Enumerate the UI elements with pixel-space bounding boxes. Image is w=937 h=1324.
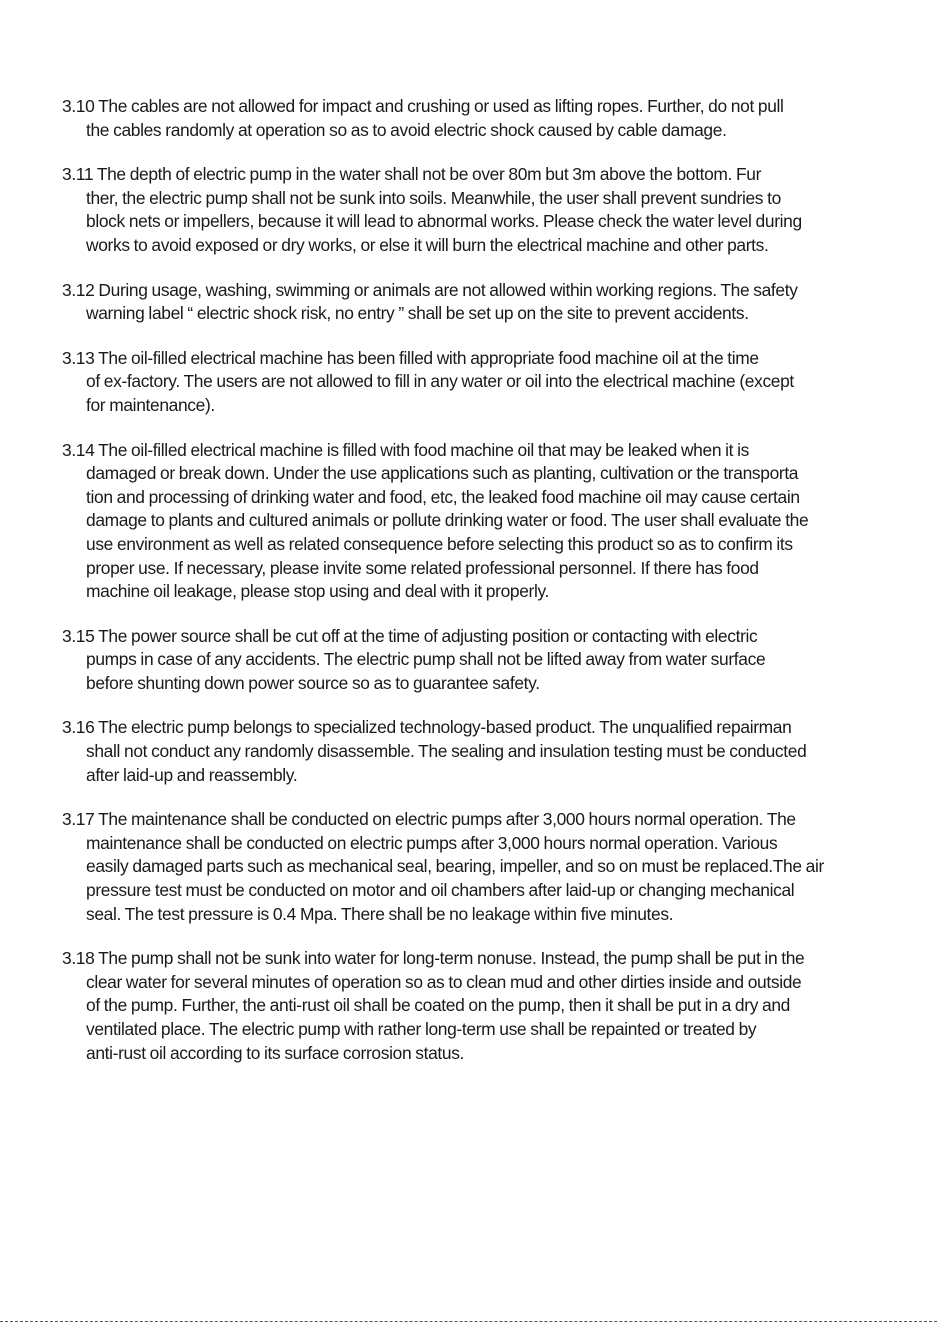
paragraph-line: damaged or break down. Under the use applications such as planting, cultivation or the transporta [86,463,799,484]
paragraph-line: the cables randomly at operation so as to avoid electric shock caused by cable damage. [86,119,727,140]
paragraph-line: block nets or impellers, because it will lead to abnormal works. Please check the water level during [86,211,802,232]
paragraph-line: 3.10 The cables are not allowed for impact and crushing or used as lifting ropes. Further, do not pull [62,96,784,116]
paragraph-line: after laid-up and reassembly. [86,764,298,785]
paragraph-3-17 [62,808,874,926]
paragraph-line: pumps in case of any accidents. The electric pump shall not be lifted away from water surface [86,649,766,670]
paragraph-line: 3.15 The power source shall be cut off at the time of adjusting position or contacting with electric [62,625,758,646]
paragraph-line: of ex-factory. The users are not allowed to fill in any water or oil into the electrical machine (except [86,371,794,392]
paragraph-line: 3.18 The pump shall not be sunk into water for long-term nonuse. Instead, the pump shall be put in the [62,948,805,969]
paragraph-line: 3.14 The oil-filled electrical machine is filled with food machine oil that may be leaked when it is [62,439,749,460]
paragraph-line: clear water for several minutes of operation so as to clean mud and other dirties inside and outside [86,971,802,992]
paragraph-line: warning label “ electric shock risk, no entry ” shall be set up on the site to prevent accidents. [86,303,749,324]
paragraph-3-12 [62,279,874,326]
paragraph-line: ventilated place. The electric pump with rather long-term use shall be repainted or treated by [86,1019,757,1039]
paragraph-3-14 [62,439,874,604]
paragraph-line: tion and processing of drinking water and food, etc, the leaked food machine oil may cause certain [86,486,800,507]
paragraph-3-15 [62,625,874,696]
paragraph-line: before shunting down power source so as to guarantee safety. [86,672,540,693]
paragraph-line: pressure test must be conducted on motor and oil chambers after laid-up or changing mechanical [86,880,795,901]
paragraph-3-11 [62,163,874,257]
paragraph-3-13 [62,347,874,418]
paragraph-line: maintenance shall be conducted on electric pumps after 3,000 hours normal operation. Various [86,832,778,853]
paragraph-line: for maintenance). [86,394,215,415]
paragraph-line: use environment as well as related consequence before selecting this product so as to confirm its [86,533,793,554]
paragraph-3-10 [62,95,874,142]
paragraph-3-18 [62,947,874,1065]
paragraph-line: 3.16 The electric pump belongs to specialized technology-based product. The unqualified repairman [62,717,792,738]
paragraph-line: of the pump. Further, the anti-rust oil shall be coated on the pump, then it shall be put in a dry and [86,995,790,1016]
paragraph-line: easily damaged parts such as mechanical seal, bearing, impeller, and so on must be replaced.The air [86,856,824,877]
paragraph-line: machine oil leakage, please stop using and deal with it properly. [86,581,550,602]
page-bottom-divider [0,1321,937,1322]
paragraph-line: works to avoid exposed or dry works, or else it will burn the electrical machine and other parts. [86,234,769,255]
paragraph-line: proper use. If necessary, please invite some related professional personnel. If there has food [86,557,759,578]
paragraph-line: 3.13 The oil-filled electrical machine has been filled with appropriate food machine oil at the time [62,347,759,368]
paragraph-line: 3.12 During usage, washing, swimming or animals are not allowed within working regions. The safety [62,279,798,300]
paragraph-3-16 [62,716,874,787]
paragraph-line: seal. The test pressure is 0.4 Mpa. There shall be no leakage within five minutes. [86,903,674,924]
paragraph-line: anti-rust oil according to its surface corrosion status. [86,1042,465,1063]
document-body [62,95,874,1086]
paragraph-line: 3.17 The maintenance shall be conducted on electric pumps after 3,000 hours normal operation. The [62,809,796,830]
paragraph-line: damage to plants and cultured animals or pollute drinking water or food. The user shall evaluate the [86,510,809,531]
paragraph-line: shall not conduct any randomly disassemble. The sealing and insulation testing must be conducted [86,741,807,762]
paragraph-line: 3.11 The depth of electric pump in the water shall not be over 80m but 3m above the bottom. Fur [62,164,762,185]
paragraph-line: ther, the electric pump shall not be sunk into soils. Meanwhile, the user shall prevent sundries to [86,187,781,208]
